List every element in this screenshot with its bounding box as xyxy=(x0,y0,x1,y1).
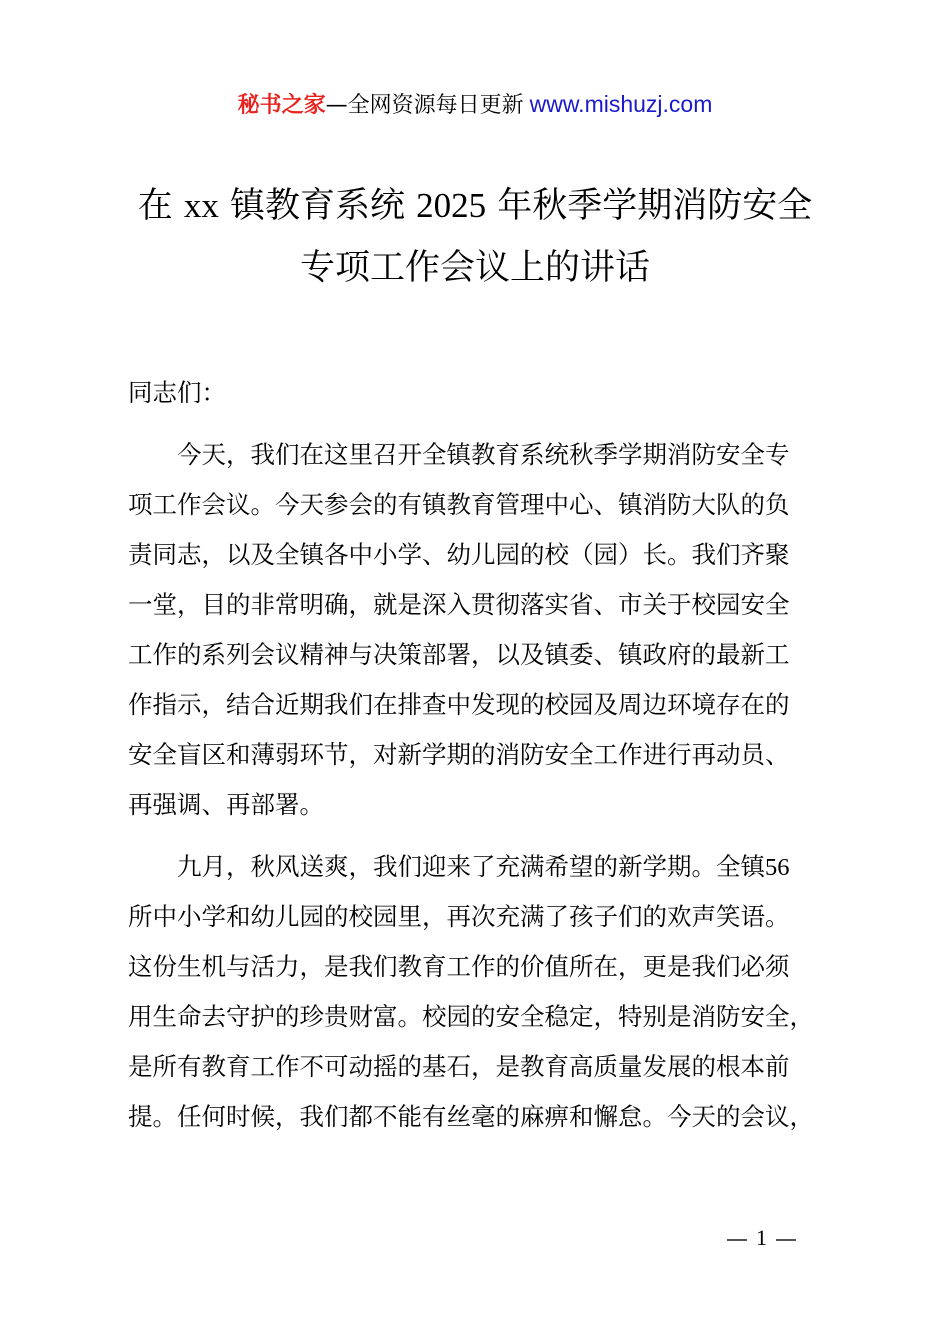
paragraph-2-line: 这份生机与活力，是我们教育工作的价值所在，更是我们必须 xyxy=(128,952,790,981)
title-mid: 镇教育系统 xyxy=(229,186,405,226)
paragraph-1-line: 作指示，结合近期我们在排查中发现的校园及周边环境存在的 xyxy=(128,690,790,719)
paragraph-2-line: 用生命去守护的珍贵财富。校园的安全稳定，特别是消防安全， xyxy=(128,1002,814,1031)
page-footer xyxy=(718,1222,802,1254)
paragraph-1-line: 今天，我们在这里召开全镇教育系统秋季学期消防安全专 xyxy=(177,440,790,469)
paragraph-1-line: 工作的系列会议精神与决策部署，以及镇委、镇政府的最新工 xyxy=(128,640,790,669)
page-dash-right xyxy=(776,1239,796,1241)
paragraph-1-line: 安全盲区和薄弱环节，对新学期的消防安全工作进行再动员、 xyxy=(128,740,790,769)
brand-name: 秘书之家 xyxy=(237,93,326,118)
site-banner xyxy=(0,88,950,122)
paragraph-2-line xyxy=(177,850,790,885)
paragraph-2-line: 是所有教育工作不可动摇的基石，是教育高质量发展的根本前 xyxy=(128,1052,790,1081)
site-url-link[interactable]: www.mishuzj.com xyxy=(529,91,713,117)
page-dash-left xyxy=(727,1239,747,1241)
document-title-line-2: 专项工作会议上的讲话 xyxy=(299,248,650,288)
school-count: 56 xyxy=(765,854,790,881)
page-number: 1 xyxy=(756,1225,767,1250)
paragraph-1-line: 再强调、再部署。 xyxy=(128,790,324,819)
salutation: 同志们： xyxy=(128,378,226,407)
banner-slogan: —全网资源每日更新 xyxy=(325,93,524,118)
title-prefix: 在 xyxy=(137,186,173,226)
paragraph-1-line: 责同志，以及全镇各中小学、幼儿园的校（园）长。我们齐聚 xyxy=(128,540,790,569)
paragraph-2-line-text: 九月，秋风送爽，我们迎来了充满希望的新学期。全镇 xyxy=(177,852,765,881)
paragraph-1-line: 项工作会议。今天参会的有镇教育管理中心、镇消防大队的负 xyxy=(128,490,790,519)
title-town-placeholder: xx xyxy=(183,186,219,225)
title-suffix: 年秋季学期消防安全 xyxy=(497,186,813,226)
paragraph-2-line: 所中小学和幼儿园的校园里，再次充满了孩子们的欢声笑语。 xyxy=(128,902,790,931)
document-title-line-1 xyxy=(0,184,950,228)
paragraph-2-line: 提。任何时候，我们都不能有丝毫的麻痹和懈怠。今天的会议， xyxy=(128,1102,814,1131)
title-year: 2025 xyxy=(416,186,487,225)
paragraph-1-line: 一堂，目的非常明确，就是深入贯彻落实省、市关于校园安全 xyxy=(128,590,790,619)
